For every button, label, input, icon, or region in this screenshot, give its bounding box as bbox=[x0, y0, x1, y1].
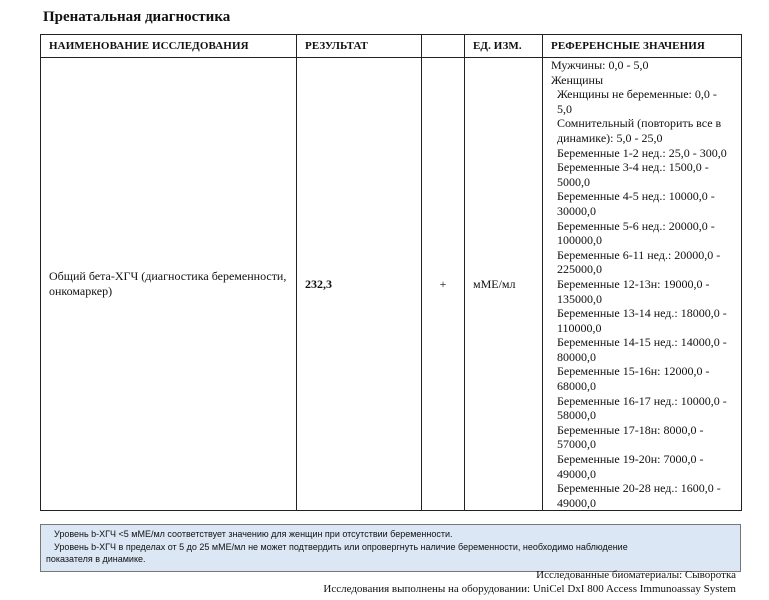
header-reference: РЕФЕРЕНСНЫЕ ЗНАЧЕНИЯ bbox=[543, 35, 742, 58]
page-title: Пренатальная диагностика bbox=[43, 9, 231, 25]
reference-item: Беременные 1-2 нед.: 25,0 - 300,0 bbox=[557, 145, 727, 160]
note-line: Уровень b-ХГЧ в пределах от 5 до 25 мМЕ/мл не может подтвердить или опровергнуть наличие беременности, необходимо наблюдение bbox=[54, 541, 628, 552]
biomaterials-text: Исследованные биоматериалы: Сыворотка bbox=[536, 569, 736, 581]
reference-item: Женщины bbox=[551, 72, 604, 87]
table-row bbox=[41, 58, 742, 511]
header-result: РЕЗУЛЬТАТ bbox=[297, 35, 422, 58]
reference-item: Сомнительный (повторить все в динамике): 5,0 - 25,0 bbox=[557, 116, 722, 145]
report-footer bbox=[323, 568, 736, 596]
reference-item: Беременные 6-11 нед.: 20000,0 - 225000,0 bbox=[557, 247, 721, 277]
results-table bbox=[40, 34, 742, 511]
reference-item: Беременные 12-13н: 19000,0 - 135000,0 bbox=[557, 276, 710, 306]
test-unit: мМЕ/мл bbox=[465, 58, 543, 511]
header-flag bbox=[422, 35, 465, 58]
reference-item: Женщины не беременные: 0,0 - 5,0 bbox=[557, 87, 717, 116]
reference-item: Беременные 20-28 нед.: 1600,0 - 49000,0 bbox=[557, 481, 721, 510]
result-flag: + bbox=[422, 58, 465, 511]
test-name: Общий бета-ХГЧ (диагностика беременности, онкомаркер) bbox=[41, 58, 297, 511]
header-unit: ЕД. ИЗМ. bbox=[465, 35, 543, 58]
reference-item: Беременные 16-17 нед.: 10000,0 - 58000,0 bbox=[557, 393, 727, 423]
reference-item: Беременные 3-4 нед.: 1500,0 - 5000,0 bbox=[557, 160, 709, 189]
equipment-text: Исследования выполнены на оборудовании: UniCel DxI 800 Access Immunoassay System bbox=[323, 583, 736, 595]
reference-item: Мужчины: 0,0 - 5,0 bbox=[551, 58, 649, 72]
reference-values bbox=[543, 58, 742, 511]
test-result: 232,3 bbox=[297, 58, 422, 511]
header-name: НАИМЕНОВАНИЕ ИССЛЕДОВАНИЯ bbox=[41, 35, 297, 58]
reference-item: Беременные 14-15 нед.: 14000,0 - 80000,0 bbox=[557, 335, 727, 364]
note-line: Уровень b-ХГЧ <5 мМЕ/мл соответствует значению для женщин при отсутствии беременности. bbox=[54, 529, 453, 539]
reference-item: Беременные 19-20н: 7000,0 - 49000,0 bbox=[557, 452, 704, 481]
reference-item: Беременные 4-5 нед.: 10000,0 - 30000,0 bbox=[557, 189, 715, 218]
reference-item: Беременные 5-6 нед.: 20000,0 - 100000,0 bbox=[557, 218, 715, 248]
reference-item: Беременные 13-14 нед.: 18000,0 - 110000,0 bbox=[557, 306, 727, 335]
comment-note bbox=[40, 524, 741, 572]
note-line: показателя в динамике. bbox=[46, 554, 146, 564]
table-header-row bbox=[41, 35, 742, 58]
reference-item: Беременные 15-16н: 12000,0 - 68000,0 bbox=[557, 364, 710, 394]
reference-item: Беременные 17-18н: 8000,0 - 57000,0 bbox=[557, 422, 704, 452]
